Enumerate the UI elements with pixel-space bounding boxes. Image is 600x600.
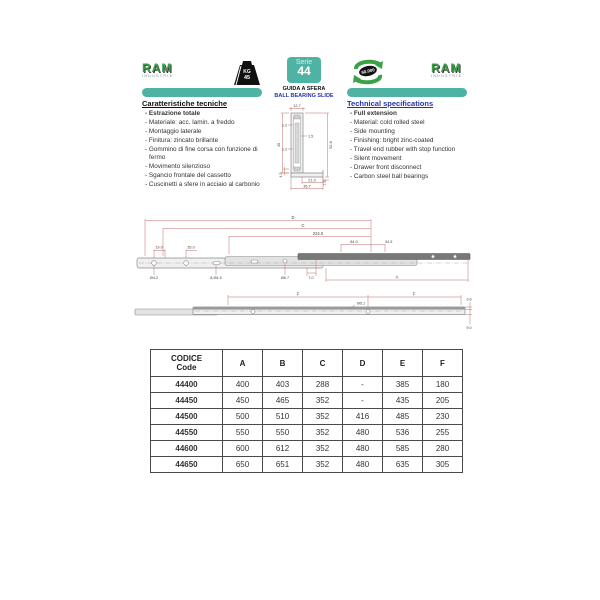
cell-value: 480 [343,457,383,473]
left-divider-bar [142,88,262,97]
header-D: D [343,350,383,377]
cell-value: 230 [423,409,463,425]
weight-capacity-icon [232,58,262,88]
spec-item: - Finishing: bright zinc-coated [350,136,434,144]
cell-value: 416 [343,409,383,425]
dim-wall-top: 1.2 [282,123,288,128]
cell-value: 612 [263,441,303,457]
cell-value: 385 [383,377,423,393]
cell-code: 44500 [151,409,223,425]
spec-item: - Silent movement [350,154,402,162]
spec-item: - Montaggio laterale [145,127,202,135]
inner-member-drawing [133,288,475,334]
dim-bottom-total: 35.7 [303,184,311,189]
spec-item: - Estrazione totale [145,110,201,117]
table-row [151,441,463,457]
dim-C: C [301,223,305,228]
ram-logo-name: RAM [431,61,462,75]
dim-7: 7.0 [308,276,314,280]
dim-wall-bottom: 1.2 [282,147,288,152]
cell-value: 180 [423,377,463,393]
label-hole-2: 8,Ø4.5 [210,276,222,280]
cell-code: 44650 [151,457,223,473]
header-C: C [303,350,343,377]
dim-F1: F [296,291,300,297]
spec-list-english [347,110,477,182]
cell-value: 550 [263,425,303,441]
dim-A: A [395,274,399,280]
product-title-en: BALL BEARING SLIDE [274,92,334,99]
cell-value: 585 [383,441,423,457]
header-codice-line1: CODICE [170,353,203,363]
cell-code: 44600 [151,441,223,457]
cell-value: 288 [303,377,343,393]
serie-badge [287,57,321,83]
dim-D: D [291,215,295,220]
dim-bottom-inner: 21.0 [308,178,316,183]
cell-value: 500 [223,409,263,425]
cell-value: 403 [263,377,303,393]
cycles-icon [349,57,387,87]
slide-side-view-drawing [133,212,475,288]
cell-value: 255 [423,425,463,441]
dim-wall-mid: 1.5 [308,134,314,139]
ram-logo-sub: INDUSTRIE [142,74,174,78]
header-B: B [263,350,303,377]
ram-logo-left [142,62,173,79]
spec-item: - Material: cold rolled steel [350,118,425,126]
cell-value: 352 [303,441,343,457]
label-hole-3: Ø6.7 [280,276,290,280]
spec-item: - Finitura: zincato brillante [145,136,219,144]
header-A: A [223,350,263,377]
ram-logo-right [431,62,462,79]
dim-35: 35.0 [187,245,195,250]
cell-code: 44450 [151,393,223,409]
dim-right-height: 52.8 [329,141,333,149]
cell-value: 352 [303,393,343,409]
spec-item: - Side mounting [350,127,395,135]
cell-value: 510 [263,409,303,425]
table-header-row [151,350,463,377]
dim-19: 19.0 [155,245,163,250]
spec-item: - Sgancio frontale del cassetto [145,172,231,180]
cell-value: 400 [223,377,263,393]
header-E: E [383,350,423,377]
spec-list-italian [142,110,272,190]
serie-number: 44 [297,64,311,78]
weight-value: 45 [243,75,251,81]
spec-item: - Materiale: acc. lamin. a freddo [145,118,235,126]
cycles-value: 60.000 [360,67,376,75]
dim-top-width: 12.7 [293,104,301,108]
weight-unit: KG [243,69,251,75]
left-section-title: Caratteristiche tecniche [142,99,228,108]
cell-value: 435 [383,393,423,409]
dim-84: 84.0 [350,240,358,244]
table-row [151,409,463,425]
spec-item: - Carbon steel ball bearings [350,172,429,180]
table-row [151,425,463,441]
cell-value: 480 [343,441,383,457]
cell-value: 635 [383,457,423,473]
table-row [151,393,463,409]
dim-34-5: 34.5 [385,240,393,244]
serie-label: Serie [295,59,313,66]
cell-value: 352 [303,409,343,425]
right-divider-bar [347,88,467,97]
cell-value: 465 [263,393,303,409]
right-section-title: Technical specifications [347,99,434,108]
spec-item: - Cuscinetti a sfere in acciaio al carbonio [145,181,260,189]
label-hole-1: Ø4.2 [149,276,159,280]
cell-value: 352 [303,457,343,473]
spec-item: - Travel end rubber with stop function [350,145,456,153]
header-F: F [423,350,463,377]
spec-item: - Full extension [350,110,397,117]
cell-value: 205 [423,393,463,409]
cell-value: - [343,377,383,393]
table-row [151,457,463,473]
cell-value: 305 [423,457,463,473]
header-codice [151,350,223,377]
spec-item: - Drawer front disconnect [350,163,422,171]
cell-value: 450 [223,393,263,409]
ram-logo-name: RAM [142,61,173,75]
spec-item: - Gommino di fine corsa con funzione di fermo [145,145,258,162]
cell-value: 280 [423,441,463,457]
cell-code: 44400 [151,377,223,393]
cross-section-diagram [266,103,336,195]
dim-end-top: 3.6 [466,297,472,302]
dim-bottom-left: 4.5 [279,172,283,178]
cell-value: 550 [223,425,263,441]
ram-logo-sub: INDUSTRIE [431,74,463,78]
cell-code: 44550 [151,425,223,441]
dim-right-offset: 7.5 [323,180,327,186]
dim-left-height: 45 [277,142,281,148]
cell-value: 651 [263,457,303,473]
cell-value: 536 [383,425,423,441]
dimensions-table [150,349,463,473]
table-row [151,377,463,393]
cell-value: - [343,393,383,409]
header-codice-line2: Code [176,363,197,372]
cell-value: 650 [223,457,263,473]
cell-value: 485 [383,409,423,425]
cell-value: 480 [343,425,383,441]
product-title-it: GUIDA A SFERA [282,86,326,92]
label-hole-diameter: Ø5.1 [357,301,366,306]
cell-value: 352 [303,425,343,441]
dim-F2: F [412,291,416,297]
dim-end-bottom: 9.0 [466,326,472,330]
product-title [264,86,344,100]
dim-224: 224.0 [312,231,324,236]
spec-item: - Movimento silenzioso [145,163,210,171]
cell-value: 600 [223,441,263,457]
